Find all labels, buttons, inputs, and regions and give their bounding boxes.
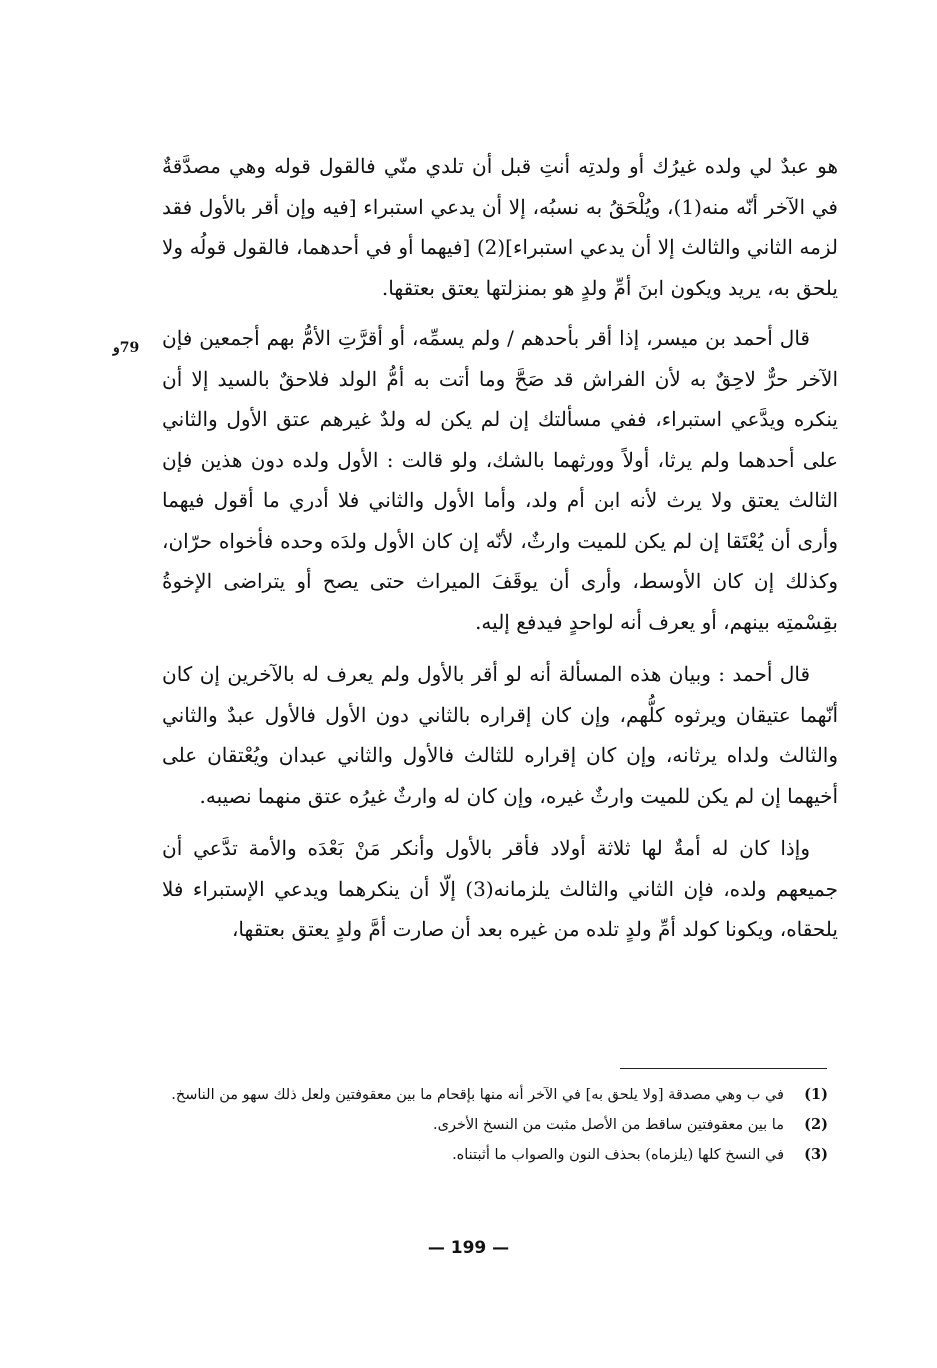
- footnote-number: (1): [804, 1086, 828, 1103]
- paragraph-1: هو عبدٌ لي ولده غيرُك أو ولدتِه أنتِ قبل أن تلدي منّي فالقول قوله وهي مصدَّقةٌ في الآخر أنّه منه(1)، ويُلْحَقُ به نسبُه، إلا أن يدعي استبراء [فيه وإن أقر بالأول فقد لزمه الثاني والثالث إلا أن يدعي استبراء](2) [فيهما أو في أحدهما، فالقول قولُه ولا يلحق به، يريد ويكون ابنَ أمِّ ولدٍ هو بمنزلتها يعتق بعتقها.: [162, 154, 838, 300]
- footnote-number: (2): [804, 1116, 828, 1133]
- footnote-text: في ب وهي مصدقة [ولا يلحق به] في الآخر أنه منها بإقحام ما بين معقوفتين ولعل ذلك سهو من الناسخ.: [171, 1087, 784, 1103]
- paragraph-3: قال أحمد : وبيان هذه المسألة أنه لو أقر بالأول ولم يعرف له بالآخرين إن كان أنّهما عتيقان ويرثوه كلُّهم، وإن كان إقراره بالثاني دون الأول فالأول عبدٌ والثاني والثالث ولداه يرثانه، وإن كان إقراره للثالث فالأول والثاني عبدان ويُعْتقان على أخيهما إن لم يكن للميت وارثٌ غيره، وإن كان له وارثٌ غيرُه عتق منهما نصيبه.: [162, 662, 838, 808]
- footnote-text: في النسخ كلها (يلزماه) بحذف النون والصواب ما أثبتناه.: [452, 1147, 784, 1163]
- footnote-separator: [620, 1068, 827, 1069]
- page-number: — 199 —: [427, 1238, 510, 1258]
- main-text: [162, 146, 838, 950]
- folio-margin-note: 79و: [113, 340, 140, 356]
- footnote-text: ما بين معقوفتين ساقط من الأصل مثبت من النسخ الأخرى.: [433, 1117, 784, 1133]
- paragraph-4: وإذا كان له أمةٌ لها ثلاثة أولاد فأقر بالأول وأنكر مَنْ بَعْدَه والأمة تدَّعي أن جميعهم ولده، فإن الثاني والثالث يلزمانه(3) إلّا أن ينكرهما ويدعي الإستبراء فلا يلحقاه، ويكونا كولد أمِّ ولدٍ تلده من غيره بعد أن صارت أمَّ ولدٍ يعتق بعتقها،: [162, 836, 838, 941]
- footnote-3: [162, 1142, 828, 1168]
- footnotes: [162, 1082, 828, 1172]
- footnote-number: (3): [804, 1146, 828, 1163]
- paragraph-2: قال أحمد بن ميسر، إذا أقر بأحدهم / ولم يسمِّه، أو أقرَّتِ الأمُّ بهم أجمعين فإن الآخر حرٌّ لاحِقٌ به لأن الفراش قد صَحَّ وما أتت به أمُّ الولد فلاحقٌ بالسيد إلا أن ينكره ويدَّعي استبراء، ففي مسألتك إن لم يكن له ولدٌ غيرهم عتق الأول والثاني على أحدهما ولم يرثا، أولاً وورثهما بالشك، ولو قالت : الأول ولده دون هذين فإن الثالث يعتق ولا يرث لأنه ابن أم ولد، وأما الأول والثاني فلا أدري ما أقول فيهما وأرى أن يُعْتَقا إن لم يكن للميت وارثٌ، لأنّه إن كان الأول ولدَه وحده فأخواه حرّان، وكذلك إن كان الأوسط، وأرى أن يوقَفَ الميراث حتى يصح أو يتراضى الإخوةُ بقِسْمتِه بينهم، أو يعرف أنه لواحدٍ فيدفع إليه.: [162, 326, 839, 634]
- footnote-1: [162, 1082, 828, 1108]
- footnote-2: [162, 1112, 828, 1138]
